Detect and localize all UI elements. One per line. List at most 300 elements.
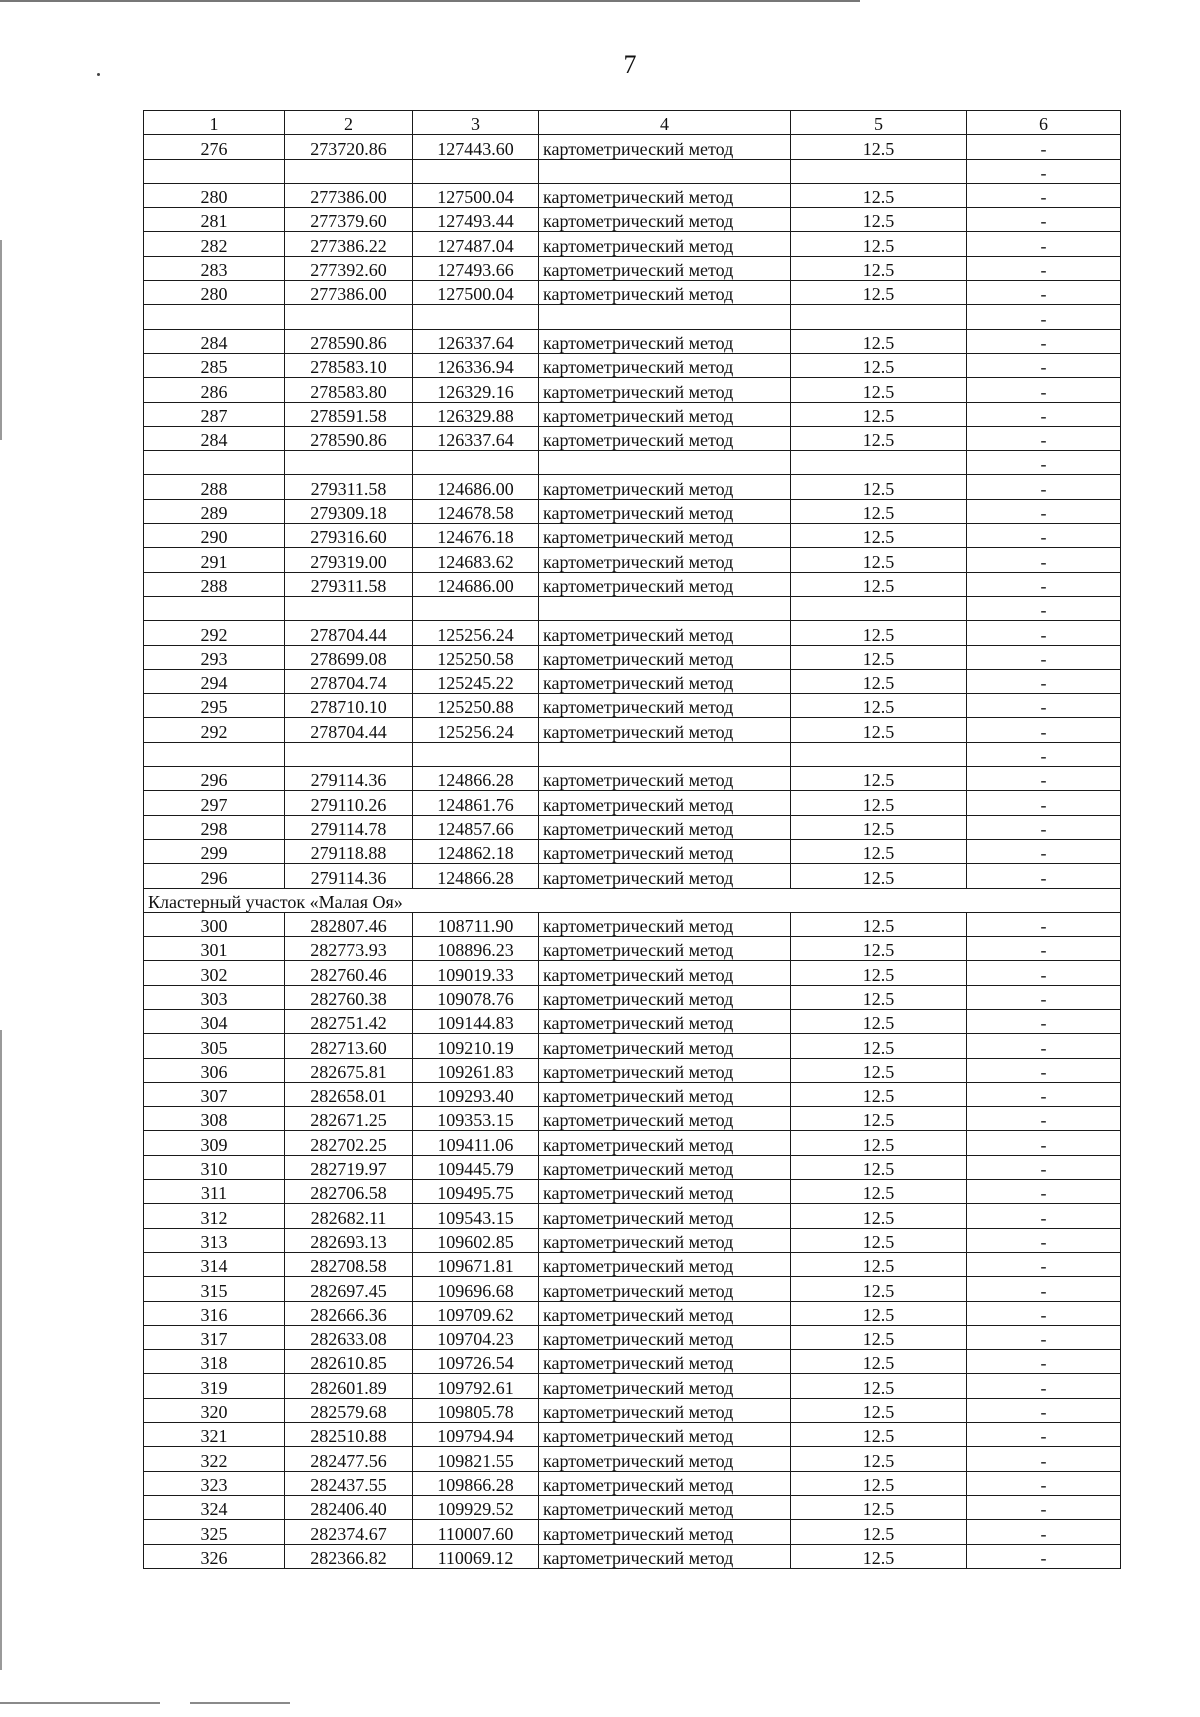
header-cell-3: 3 bbox=[413, 111, 539, 135]
y-coordinate-cell: 124676.18 bbox=[413, 524, 539, 548]
method-cell: картометрический метод bbox=[539, 208, 791, 232]
x-coordinate-cell: 282760.38 bbox=[285, 985, 413, 1009]
header-cell-2: 2 bbox=[285, 111, 413, 135]
note-cell: - bbox=[967, 912, 1121, 936]
scan-bottom-rule-left bbox=[0, 1702, 160, 1704]
x-coordinate-cell: 282374.67 bbox=[285, 1520, 413, 1544]
point-number-cell: 309 bbox=[144, 1131, 285, 1155]
accuracy-cell: 12.5 bbox=[791, 1131, 967, 1155]
y-coordinate-cell: 109709.62 bbox=[413, 1301, 539, 1325]
y-coordinate-cell bbox=[413, 159, 539, 183]
point-number-cell: 291 bbox=[144, 548, 285, 572]
method-cell: картометрический метод bbox=[539, 645, 791, 669]
y-coordinate-cell: 124678.58 bbox=[413, 499, 539, 523]
point-number-cell: 295 bbox=[144, 694, 285, 718]
method-cell: картометрический метод bbox=[539, 1058, 791, 1082]
y-coordinate-cell: 124866.28 bbox=[413, 767, 539, 791]
y-coordinate-cell: 109019.33 bbox=[413, 961, 539, 985]
method-cell: картометрический метод bbox=[539, 1009, 791, 1033]
table-row bbox=[144, 621, 1121, 645]
method-cell: картометрический метод bbox=[539, 402, 791, 426]
method-cell bbox=[539, 305, 791, 329]
y-coordinate-cell bbox=[413, 305, 539, 329]
y-coordinate-cell: 125256.24 bbox=[413, 621, 539, 645]
accuracy-cell: 12.5 bbox=[791, 1374, 967, 1398]
note-cell: - bbox=[967, 1544, 1121, 1568]
table-row bbox=[144, 1374, 1121, 1398]
point-number-cell: 312 bbox=[144, 1204, 285, 1228]
point-number-cell: 288 bbox=[144, 475, 285, 499]
y-coordinate-cell: 127500.04 bbox=[413, 281, 539, 305]
accuracy-cell bbox=[791, 596, 967, 620]
y-coordinate-cell bbox=[413, 742, 539, 766]
table-row bbox=[144, 1495, 1121, 1519]
x-coordinate-cell bbox=[285, 596, 413, 620]
point-number-cell: 314 bbox=[144, 1252, 285, 1276]
method-cell: картометрический метод bbox=[539, 1252, 791, 1276]
method-cell: картометрический метод bbox=[539, 864, 791, 888]
note-cell: - bbox=[967, 402, 1121, 426]
note-cell: - bbox=[967, 1228, 1121, 1252]
x-coordinate-cell: 282437.55 bbox=[285, 1471, 413, 1495]
method-cell: картометрический метод bbox=[539, 1204, 791, 1228]
x-coordinate-cell: 277386.00 bbox=[285, 183, 413, 207]
note-cell: - bbox=[967, 961, 1121, 985]
accuracy-cell: 12.5 bbox=[791, 1325, 967, 1349]
x-coordinate-cell: 279114.36 bbox=[285, 767, 413, 791]
note-cell: - bbox=[967, 1423, 1121, 1447]
accuracy-cell: 12.5 bbox=[791, 499, 967, 523]
table-row bbox=[144, 572, 1121, 596]
accuracy-cell: 12.5 bbox=[791, 1301, 967, 1325]
note-cell: - bbox=[967, 281, 1121, 305]
x-coordinate-cell: 279309.18 bbox=[285, 499, 413, 523]
table-row bbox=[144, 1107, 1121, 1131]
method-cell bbox=[539, 159, 791, 183]
y-coordinate-cell: 126337.64 bbox=[413, 426, 539, 450]
header-row bbox=[144, 111, 1121, 135]
method-cell: картометрический метод bbox=[539, 499, 791, 523]
table-row bbox=[144, 1009, 1121, 1033]
note-cell: - bbox=[967, 183, 1121, 207]
table-row bbox=[144, 1204, 1121, 1228]
table-row bbox=[144, 135, 1121, 159]
x-coordinate-cell: 277392.60 bbox=[285, 256, 413, 280]
method-cell: картометрический метод bbox=[539, 1301, 791, 1325]
accuracy-cell: 12.5 bbox=[791, 815, 967, 839]
x-coordinate-cell: 278699.08 bbox=[285, 645, 413, 669]
accuracy-cell bbox=[791, 159, 967, 183]
method-cell: картометрический метод bbox=[539, 1034, 791, 1058]
method-cell: картометрический метод bbox=[539, 1155, 791, 1179]
table-row bbox=[144, 912, 1121, 936]
note-cell: - bbox=[967, 1034, 1121, 1058]
point-number-cell: 324 bbox=[144, 1495, 285, 1519]
y-coordinate-cell: 124686.00 bbox=[413, 475, 539, 499]
note-cell: - bbox=[967, 426, 1121, 450]
note-cell: - bbox=[967, 864, 1121, 888]
table-row bbox=[144, 839, 1121, 863]
note-cell: - bbox=[967, 135, 1121, 159]
x-coordinate-cell: 282773.93 bbox=[285, 937, 413, 961]
point-number-cell: 321 bbox=[144, 1423, 285, 1447]
table-row bbox=[144, 159, 1121, 183]
method-cell: картометрический метод bbox=[539, 183, 791, 207]
table-row bbox=[144, 1155, 1121, 1179]
point-number-cell: 316 bbox=[144, 1301, 285, 1325]
table-row bbox=[144, 864, 1121, 888]
point-number-cell: 296 bbox=[144, 864, 285, 888]
accuracy-cell: 12.5 bbox=[791, 281, 967, 305]
accuracy-cell bbox=[791, 305, 967, 329]
y-coordinate-cell: 108711.90 bbox=[413, 912, 539, 936]
x-coordinate-cell: 282719.97 bbox=[285, 1155, 413, 1179]
x-coordinate-cell: 282702.25 bbox=[285, 1131, 413, 1155]
point-number-cell: 322 bbox=[144, 1447, 285, 1471]
accuracy-cell bbox=[791, 742, 967, 766]
point-number-cell: 290 bbox=[144, 524, 285, 548]
x-coordinate-cell: 279319.00 bbox=[285, 548, 413, 572]
y-coordinate-cell: 125245.22 bbox=[413, 669, 539, 693]
accuracy-cell: 12.5 bbox=[791, 1034, 967, 1058]
point-number-cell: 304 bbox=[144, 1009, 285, 1033]
y-coordinate-cell: 110007.60 bbox=[413, 1520, 539, 1544]
table-row bbox=[144, 1471, 1121, 1495]
note-cell: - bbox=[967, 256, 1121, 280]
x-coordinate-cell: 278590.86 bbox=[285, 329, 413, 353]
accuracy-cell: 12.5 bbox=[791, 669, 967, 693]
accuracy-cell: 12.5 bbox=[791, 208, 967, 232]
table-row bbox=[144, 208, 1121, 232]
note-cell: - bbox=[967, 1374, 1121, 1398]
x-coordinate-cell: 282658.01 bbox=[285, 1082, 413, 1106]
accuracy-cell: 12.5 bbox=[791, 767, 967, 791]
method-cell: картометрический метод bbox=[539, 694, 791, 718]
accuracy-cell: 12.5 bbox=[791, 961, 967, 985]
table-row bbox=[144, 1398, 1121, 1422]
method-cell: картометрический метод bbox=[539, 1350, 791, 1374]
accuracy-cell: 12.5 bbox=[791, 329, 967, 353]
method-cell: картометрический метод bbox=[539, 985, 791, 1009]
accuracy-cell: 12.5 bbox=[791, 572, 967, 596]
note-cell: - bbox=[967, 1471, 1121, 1495]
method-cell: картометрический метод bbox=[539, 1082, 791, 1106]
point-number-cell: 318 bbox=[144, 1350, 285, 1374]
x-coordinate-cell: 279316.60 bbox=[285, 524, 413, 548]
point-number-cell bbox=[144, 305, 285, 329]
method-cell: картометрический метод bbox=[539, 232, 791, 256]
accuracy-cell: 12.5 bbox=[791, 621, 967, 645]
accuracy-cell: 12.5 bbox=[791, 353, 967, 377]
x-coordinate-cell: 278590.86 bbox=[285, 426, 413, 450]
accuracy-cell: 12.5 bbox=[791, 1107, 967, 1131]
scan-left-edge-upper bbox=[0, 240, 2, 440]
accuracy-cell: 12.5 bbox=[791, 1009, 967, 1033]
point-number-cell: 282 bbox=[144, 232, 285, 256]
point-number-cell: 297 bbox=[144, 791, 285, 815]
note-cell: - bbox=[967, 208, 1121, 232]
accuracy-cell: 12.5 bbox=[791, 1398, 967, 1422]
y-coordinate-cell: 127493.66 bbox=[413, 256, 539, 280]
method-cell: картометрический метод bbox=[539, 1374, 791, 1398]
point-number-cell: 285 bbox=[144, 353, 285, 377]
header-cell-6: 6 bbox=[967, 111, 1121, 135]
point-number-cell: 296 bbox=[144, 767, 285, 791]
table-row bbox=[144, 1082, 1121, 1106]
method-cell: картометрический метод bbox=[539, 135, 791, 159]
table-row bbox=[144, 1277, 1121, 1301]
x-coordinate-cell: 282601.89 bbox=[285, 1374, 413, 1398]
point-number-cell: 323 bbox=[144, 1471, 285, 1495]
header-cell-4: 4 bbox=[539, 111, 791, 135]
y-coordinate-cell: 127500.04 bbox=[413, 183, 539, 207]
table-row bbox=[144, 475, 1121, 499]
point-number-cell bbox=[144, 451, 285, 475]
accuracy-cell: 12.5 bbox=[791, 1544, 967, 1568]
point-number-cell: 294 bbox=[144, 669, 285, 693]
section-title-row bbox=[144, 888, 1121, 912]
y-coordinate-cell: 109144.83 bbox=[413, 1009, 539, 1033]
table-row bbox=[144, 1447, 1121, 1471]
method-cell: картометрический метод bbox=[539, 767, 791, 791]
table-row bbox=[144, 694, 1121, 718]
y-coordinate-cell: 124862.18 bbox=[413, 839, 539, 863]
method-cell: картометрический метод bbox=[539, 1228, 791, 1252]
x-coordinate-cell: 282633.08 bbox=[285, 1325, 413, 1349]
method-cell: картометрический метод bbox=[539, 1423, 791, 1447]
table-row bbox=[144, 281, 1121, 305]
x-coordinate-cell bbox=[285, 451, 413, 475]
header-cell-1: 1 bbox=[144, 111, 285, 135]
method-cell: картометрический метод bbox=[539, 961, 791, 985]
note-cell: - bbox=[967, 791, 1121, 815]
method-cell bbox=[539, 596, 791, 620]
point-number-cell: 305 bbox=[144, 1034, 285, 1058]
method-cell: картометрический метод bbox=[539, 548, 791, 572]
note-cell: - bbox=[967, 839, 1121, 863]
point-number-cell: 281 bbox=[144, 208, 285, 232]
note-cell: - bbox=[967, 767, 1121, 791]
x-coordinate-cell: 278704.44 bbox=[285, 621, 413, 645]
y-coordinate-cell: 124861.76 bbox=[413, 791, 539, 815]
table-row bbox=[144, 937, 1121, 961]
section-title: Кластерный участок «Малая Оя» bbox=[144, 888, 1121, 912]
table-row bbox=[144, 1350, 1121, 1374]
accuracy-cell: 12.5 bbox=[791, 1228, 967, 1252]
accuracy-cell: 12.5 bbox=[791, 839, 967, 863]
note-cell: - bbox=[967, 1009, 1121, 1033]
y-coordinate-cell: 109078.76 bbox=[413, 985, 539, 1009]
table-row bbox=[144, 1131, 1121, 1155]
scan-top-rule bbox=[0, 0, 860, 2]
point-number-cell: 307 bbox=[144, 1082, 285, 1106]
point-number-cell: 325 bbox=[144, 1520, 285, 1544]
accuracy-cell: 12.5 bbox=[791, 1082, 967, 1106]
accuracy-cell: 12.5 bbox=[791, 1058, 967, 1082]
table-row bbox=[144, 1252, 1121, 1276]
method-cell: картометрический метод bbox=[539, 669, 791, 693]
y-coordinate-cell: 110069.12 bbox=[413, 1544, 539, 1568]
accuracy-cell: 12.5 bbox=[791, 1180, 967, 1204]
method-cell: картометрический метод bbox=[539, 1325, 791, 1349]
x-coordinate-cell: 278704.44 bbox=[285, 718, 413, 742]
accuracy-cell: 12.5 bbox=[791, 232, 967, 256]
y-coordinate-cell: 109261.83 bbox=[413, 1058, 539, 1082]
y-coordinate-cell: 109704.23 bbox=[413, 1325, 539, 1349]
method-cell: картометрический метод bbox=[539, 912, 791, 936]
y-coordinate-cell: 125250.88 bbox=[413, 694, 539, 718]
point-number-cell bbox=[144, 159, 285, 183]
point-number-cell: 283 bbox=[144, 256, 285, 280]
method-cell: картометрический метод bbox=[539, 1447, 791, 1471]
method-cell: картометрический метод bbox=[539, 839, 791, 863]
x-coordinate-cell: 282579.68 bbox=[285, 1398, 413, 1422]
accuracy-cell: 12.5 bbox=[791, 1495, 967, 1519]
table-row bbox=[144, 183, 1121, 207]
table-row bbox=[144, 815, 1121, 839]
method-cell: картометрический метод bbox=[539, 718, 791, 742]
accuracy-cell: 12.5 bbox=[791, 718, 967, 742]
method-cell: картометрический метод bbox=[539, 1180, 791, 1204]
method-cell: картометрический метод bbox=[539, 524, 791, 548]
table-row bbox=[144, 1325, 1121, 1349]
x-coordinate-cell: 279311.58 bbox=[285, 475, 413, 499]
note-cell: - bbox=[967, 499, 1121, 523]
table-row bbox=[144, 718, 1121, 742]
accuracy-cell: 12.5 bbox=[791, 864, 967, 888]
method-cell: картометрический метод bbox=[539, 256, 791, 280]
x-coordinate-cell bbox=[285, 742, 413, 766]
note-cell: - bbox=[967, 159, 1121, 183]
method-cell: картометрический метод bbox=[539, 1495, 791, 1519]
accuracy-cell: 12.5 bbox=[791, 1471, 967, 1495]
x-coordinate-cell: 282706.58 bbox=[285, 1180, 413, 1204]
x-coordinate-cell: 279114.36 bbox=[285, 864, 413, 888]
accuracy-cell bbox=[791, 451, 967, 475]
y-coordinate-cell: 109602.85 bbox=[413, 1228, 539, 1252]
y-coordinate-cell: 109696.68 bbox=[413, 1277, 539, 1301]
note-cell: - bbox=[967, 572, 1121, 596]
accuracy-cell: 12.5 bbox=[791, 1350, 967, 1374]
table-row bbox=[144, 329, 1121, 353]
table-row bbox=[144, 1228, 1121, 1252]
x-coordinate-cell: 282751.42 bbox=[285, 1009, 413, 1033]
accuracy-cell: 12.5 bbox=[791, 256, 967, 280]
table-row bbox=[144, 985, 1121, 1009]
x-coordinate-cell: 282697.45 bbox=[285, 1277, 413, 1301]
point-number-cell: 280 bbox=[144, 281, 285, 305]
x-coordinate-cell: 282406.40 bbox=[285, 1495, 413, 1519]
table-row bbox=[144, 961, 1121, 985]
x-coordinate-cell: 282713.60 bbox=[285, 1034, 413, 1058]
x-coordinate-cell: 282666.36 bbox=[285, 1301, 413, 1325]
point-number-cell: 288 bbox=[144, 572, 285, 596]
y-coordinate-cell: 108896.23 bbox=[413, 937, 539, 961]
table-header bbox=[144, 111, 1121, 135]
y-coordinate-cell: 109210.19 bbox=[413, 1034, 539, 1058]
method-cell: картометрический метод bbox=[539, 1520, 791, 1544]
point-number-cell bbox=[144, 742, 285, 766]
x-coordinate-cell: 282675.81 bbox=[285, 1058, 413, 1082]
note-cell: - bbox=[967, 596, 1121, 620]
point-number-cell: 280 bbox=[144, 183, 285, 207]
method-cell: картометрический метод bbox=[539, 1398, 791, 1422]
accuracy-cell: 12.5 bbox=[791, 1277, 967, 1301]
point-number-cell: 284 bbox=[144, 426, 285, 450]
method-cell: картометрический метод bbox=[539, 1277, 791, 1301]
point-number-cell: 302 bbox=[144, 961, 285, 985]
accuracy-cell: 12.5 bbox=[791, 791, 967, 815]
table-row bbox=[144, 669, 1121, 693]
scan-bottom-rule-mid bbox=[190, 1702, 290, 1704]
point-number-cell: 319 bbox=[144, 1374, 285, 1398]
point-number-cell: 315 bbox=[144, 1277, 285, 1301]
x-coordinate-cell: 277386.00 bbox=[285, 281, 413, 305]
method-cell: картометрический метод bbox=[539, 329, 791, 353]
table-row bbox=[144, 353, 1121, 377]
point-number-cell: 310 bbox=[144, 1155, 285, 1179]
method-cell: картометрический метод bbox=[539, 572, 791, 596]
table-row bbox=[144, 499, 1121, 523]
x-coordinate-cell: 282510.88 bbox=[285, 1423, 413, 1447]
method-cell bbox=[539, 451, 791, 475]
y-coordinate-cell: 126336.94 bbox=[413, 353, 539, 377]
accuracy-cell: 12.5 bbox=[791, 183, 967, 207]
accuracy-cell: 12.5 bbox=[791, 645, 967, 669]
accuracy-cell: 12.5 bbox=[791, 378, 967, 402]
y-coordinate-cell: 124683.62 bbox=[413, 548, 539, 572]
note-cell: - bbox=[967, 1082, 1121, 1106]
note-cell: - bbox=[967, 1520, 1121, 1544]
table-row bbox=[144, 1301, 1121, 1325]
x-coordinate-cell: 278583.10 bbox=[285, 353, 413, 377]
method-cell: картометрический метод bbox=[539, 815, 791, 839]
note-cell: - bbox=[967, 451, 1121, 475]
table-row bbox=[144, 451, 1121, 475]
x-coordinate-cell: 282682.11 bbox=[285, 1204, 413, 1228]
table-row bbox=[144, 232, 1121, 256]
table-row bbox=[144, 767, 1121, 791]
table-row bbox=[144, 645, 1121, 669]
point-number-cell: 300 bbox=[144, 912, 285, 936]
y-coordinate-cell: 109821.55 bbox=[413, 1447, 539, 1471]
x-coordinate-cell: 278583.80 bbox=[285, 378, 413, 402]
y-coordinate-cell: 124866.28 bbox=[413, 864, 539, 888]
note-cell: - bbox=[967, 669, 1121, 693]
y-coordinate-cell: 109411.06 bbox=[413, 1131, 539, 1155]
page-number: 7 bbox=[623, 50, 637, 79]
method-cell: картометрический метод bbox=[539, 1131, 791, 1155]
x-coordinate-cell: 282708.58 bbox=[285, 1252, 413, 1276]
accuracy-cell: 12.5 bbox=[791, 1423, 967, 1447]
accuracy-cell: 12.5 bbox=[791, 548, 967, 572]
note-cell: - bbox=[967, 475, 1121, 499]
note-cell: - bbox=[967, 718, 1121, 742]
x-coordinate-cell: 282366.82 bbox=[285, 1544, 413, 1568]
point-number-cell: 306 bbox=[144, 1058, 285, 1082]
accuracy-cell: 12.5 bbox=[791, 912, 967, 936]
y-coordinate-cell: 125256.24 bbox=[413, 718, 539, 742]
method-cell: картометрический метод bbox=[539, 378, 791, 402]
y-coordinate-cell: 126329.88 bbox=[413, 402, 539, 426]
accuracy-cell: 12.5 bbox=[791, 135, 967, 159]
x-coordinate-cell: 282477.56 bbox=[285, 1447, 413, 1471]
point-number-cell: 299 bbox=[144, 839, 285, 863]
point-number-cell: 317 bbox=[144, 1325, 285, 1349]
note-cell: - bbox=[967, 232, 1121, 256]
x-coordinate-cell: 278591.58 bbox=[285, 402, 413, 426]
y-coordinate-cell: 109671.81 bbox=[413, 1252, 539, 1276]
